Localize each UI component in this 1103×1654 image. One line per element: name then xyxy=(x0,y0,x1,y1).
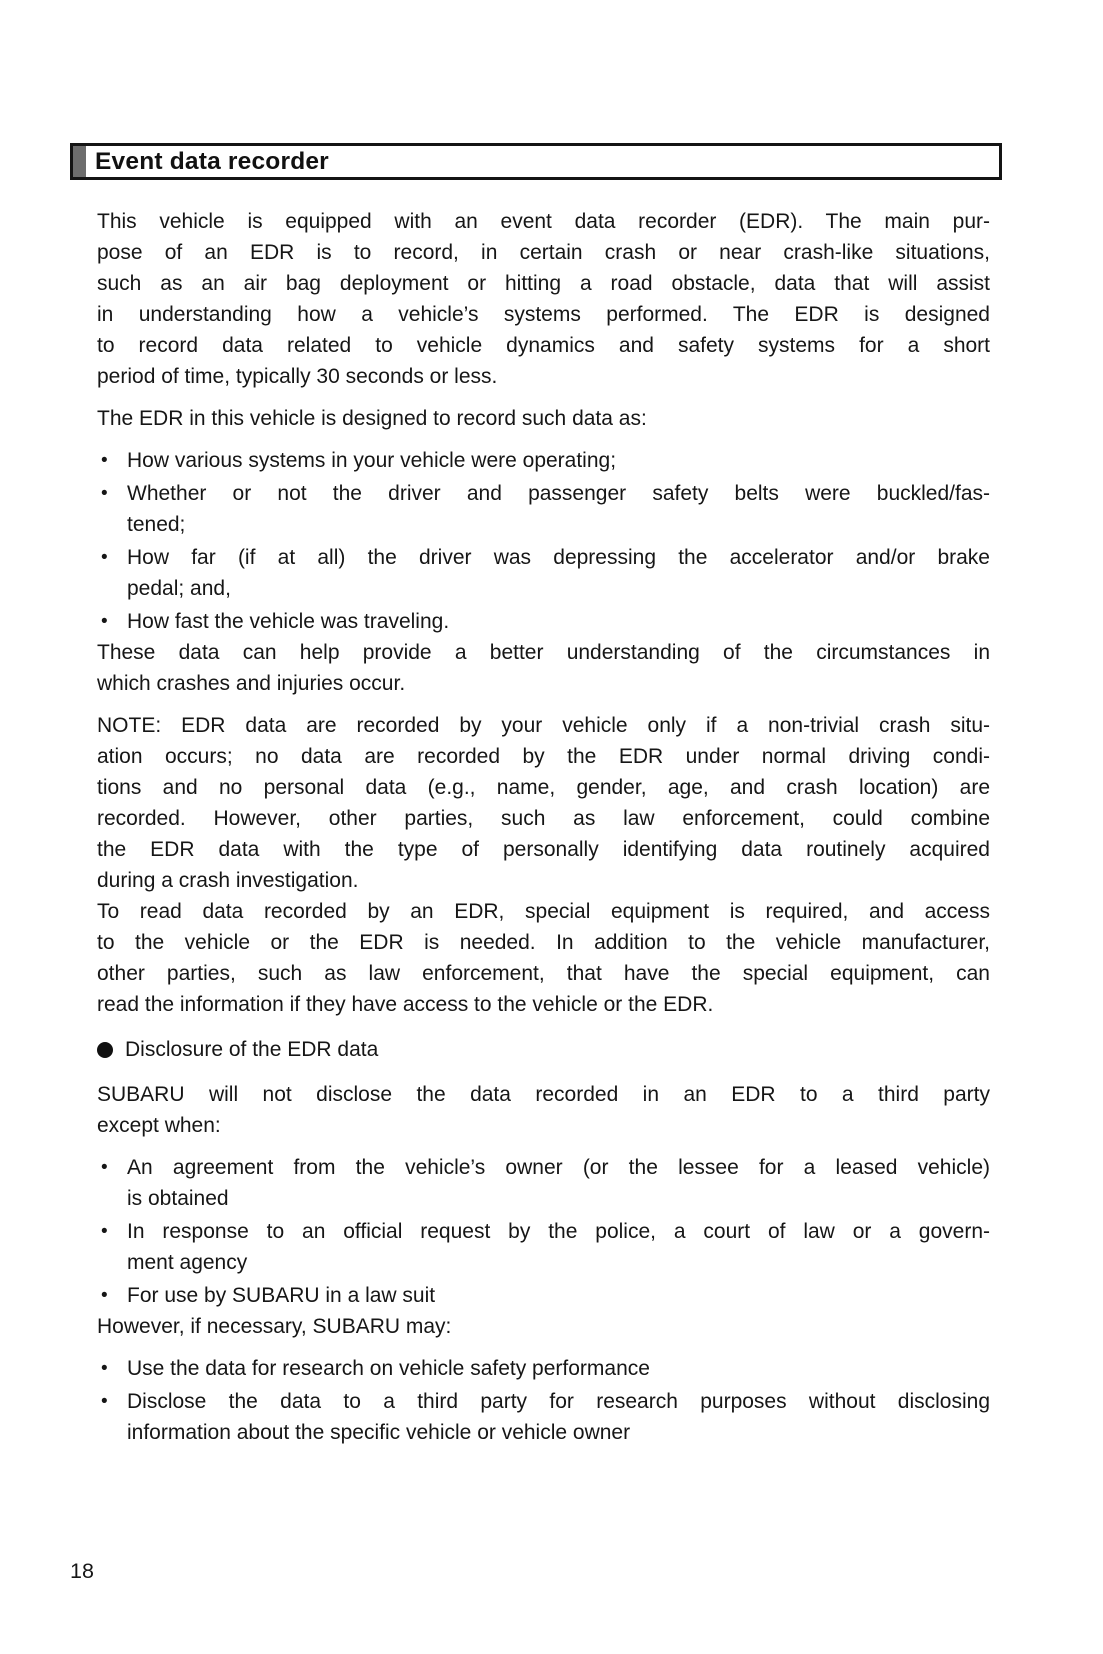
list-item xyxy=(97,1216,990,1278)
list-item-text xyxy=(127,1280,990,1311)
text-line: pose of an EDR is to record, in certain crash or near crash-like situations, xyxy=(97,241,990,264)
bullet-icon: • xyxy=(101,547,108,568)
filled-circle-icon xyxy=(97,1042,113,1058)
however-paragraph xyxy=(97,1311,990,1342)
bullet-icon: • xyxy=(101,1391,108,1412)
text-line: pedal; and, xyxy=(127,577,231,600)
text-line: which crashes and injuries occur. xyxy=(97,672,406,695)
heading-label: Disclosure of the EDR data xyxy=(125,1038,379,1061)
list-item-text xyxy=(127,1386,990,1448)
text-line: except when: xyxy=(97,1114,221,1137)
read-access-paragraph xyxy=(97,896,990,1020)
title-tab-marker xyxy=(73,146,86,177)
list-item-text xyxy=(127,445,990,476)
list-item-text xyxy=(127,1353,990,1384)
bullet-icon: • xyxy=(101,1157,108,1178)
list-item xyxy=(97,606,990,637)
text-line: In response to an official request by the police, a court of law or a govern- xyxy=(127,1220,990,1243)
text-line: How far (if at all) the driver was depressing the accelerator and/or brake xyxy=(127,546,990,569)
list-item-text xyxy=(127,606,990,637)
text-line: is obtained xyxy=(127,1187,229,1210)
list-item xyxy=(97,1386,990,1448)
list-item xyxy=(97,445,990,476)
page-title: Event data recorder xyxy=(95,147,329,175)
text-line: other parties, such as law enforcement, that have the special equipment, can xyxy=(97,962,990,985)
may-list xyxy=(97,1353,990,1448)
text-line: An agreement from the vehicle’s owner (or the lessee for a leased vehicle) xyxy=(127,1156,990,1179)
record-intro-paragraph xyxy=(97,403,990,434)
list-item-text xyxy=(127,1152,990,1214)
text-line: to the vehicle or the EDR is needed. In addition to the vehicle manufacturer, xyxy=(97,931,990,954)
text-line: information about the specific vehicle or vehicle owner xyxy=(127,1421,631,1444)
bullet-icon: • xyxy=(101,483,108,504)
recorded-data-list xyxy=(97,445,990,637)
list-item xyxy=(97,1280,990,1311)
text-line: Use the data for research on vehicle safety performance xyxy=(127,1357,650,1380)
text-line: period of time, typically 30 seconds or less. xyxy=(97,365,498,388)
exceptions-list xyxy=(97,1152,990,1311)
list-item-text xyxy=(127,478,990,540)
text-line: NOTE: EDR data are recorded by your vehicle only if a non-trivial crash situ- xyxy=(97,714,990,737)
list-item xyxy=(97,1152,990,1214)
help-paragraph xyxy=(97,637,990,699)
text-line: the EDR data with the type of personally identifying data routinely acquired xyxy=(97,838,990,861)
text-line: Whether or not the driver and passenger safety belts were buckled/fas- xyxy=(127,482,990,505)
text-line: read the information if they have access to the vehicle or the EDR. xyxy=(97,993,714,1016)
page-number: 18 xyxy=(70,1559,94,1583)
text-line: such as an air bag deployment or hitting a road obstacle, data that will assist xyxy=(97,272,990,295)
list-item xyxy=(97,478,990,540)
text-line: However, if necessary, SUBARU may: xyxy=(97,1315,452,1338)
policy-paragraph xyxy=(97,1079,990,1141)
bullet-icon: • xyxy=(101,1285,108,1306)
text-line: tions and no personal data (e.g., name, gender, age, and crash location) are xyxy=(97,776,990,799)
text-line: Disclose the data to a third party for research purposes without disclosing xyxy=(127,1390,990,1413)
list-item xyxy=(97,542,990,604)
intro-paragraph xyxy=(97,206,990,392)
text-line: To read data recorded by an EDR, special equipment is required, and access xyxy=(97,900,990,923)
text-line: These data can help provide a better understanding of the circumstances in xyxy=(97,641,990,664)
text-line: recorded. However, other parties, such as law enforcement, could combine xyxy=(97,807,990,830)
disclosure-heading xyxy=(97,1034,990,1065)
bullet-icon: • xyxy=(101,1221,108,1242)
bullet-icon: • xyxy=(101,1358,108,1379)
text-line: For use by SUBARU in a law suit xyxy=(127,1284,436,1307)
text-line: The EDR in this vehicle is designed to record such data as: xyxy=(97,407,647,430)
text-line: during a crash investigation. xyxy=(97,869,359,892)
bullet-icon: • xyxy=(101,450,108,471)
text-line: to record data related to vehicle dynamics and safety systems for a short xyxy=(97,334,990,357)
text-line: tened; xyxy=(127,513,186,536)
body-content xyxy=(97,206,990,1459)
bullet-icon: • xyxy=(101,611,108,632)
note-paragraph xyxy=(97,710,990,896)
text-line: This vehicle is equipped with an event data recorder (EDR). The main pur- xyxy=(97,210,990,233)
text-line: ment agency xyxy=(127,1251,248,1274)
text-line: How various systems in your vehicle were operating; xyxy=(127,449,617,472)
list-item-text xyxy=(127,1216,990,1278)
text-line: How fast the vehicle was traveling. xyxy=(127,610,450,633)
list-item xyxy=(97,1353,990,1384)
list-item-text xyxy=(127,542,990,604)
section-title-box xyxy=(70,143,1002,180)
text-line: SUBARU will not disclose the data recorded in an EDR to a third party xyxy=(97,1083,990,1106)
text-line: ation occurs; no data are recorded by the EDR under normal driving condi- xyxy=(97,745,990,768)
text-line: in understanding how a vehicle’s systems performed. The EDR is designed xyxy=(97,303,990,326)
